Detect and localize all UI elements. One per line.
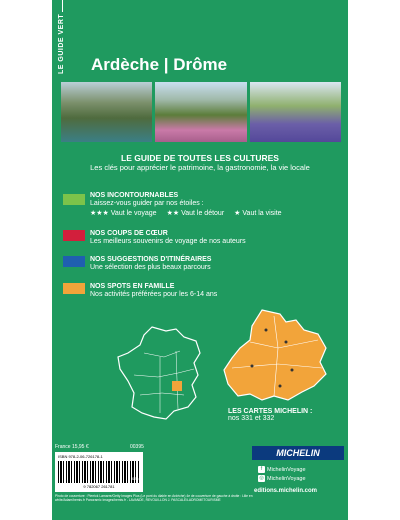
michelin-maps-ref xyxy=(228,408,312,422)
star-rating-1: ★ Vaut la visite xyxy=(234,210,282,217)
website-link[interactable]: editions.michelin.com xyxy=(254,488,318,494)
star-rating-2: ★★ Vaut le détour xyxy=(166,210,225,217)
section-title: NOS SUGGESTIONS D'ITINÉRAIRES xyxy=(90,256,212,263)
section-itineraires xyxy=(90,256,340,271)
section-title: NOS INCONTOURNABLES xyxy=(90,192,179,199)
section-famille xyxy=(90,283,340,298)
maps-numbers: nos 331 et 332 xyxy=(228,415,275,422)
spine-line xyxy=(62,0,63,12)
facebook-icon: f xyxy=(258,466,265,473)
michelin-logo xyxy=(252,446,344,460)
section-bar-green xyxy=(63,194,85,205)
michelin-wordmark: MICHELIN xyxy=(276,448,320,458)
headline-main: LE GUIDE DE TOUTES LES CULTURES xyxy=(121,153,279,163)
photo-gorge xyxy=(61,82,152,142)
headline-sub: Les clés pour apprécier le patrimoine, la gastronomie, la vie locale xyxy=(90,163,310,172)
instagram-icon: ◎ xyxy=(259,474,264,481)
social-links xyxy=(258,466,306,484)
section-desc: Les meilleurs souvenirs de voyage de nos auteurs xyxy=(90,238,246,245)
region-map xyxy=(222,308,332,403)
section-coups-de-coeur xyxy=(90,230,340,245)
social-instagram[interactable]: ◎ MichelinVoyage xyxy=(259,474,306,482)
barcode-block xyxy=(55,452,143,492)
star-legend xyxy=(90,209,340,217)
photo-strip xyxy=(61,82,341,142)
spine-label: LE GUIDE VERT xyxy=(58,13,65,74)
photo-lavender xyxy=(250,82,341,142)
guide-title: Ardèche | Drôme xyxy=(91,55,228,74)
social-facebook[interactable]: f MichelinVoyage xyxy=(258,466,306,475)
photo-meadow xyxy=(155,82,246,142)
barcode-number: 9 782067 261781 xyxy=(83,484,115,489)
france-map xyxy=(114,323,214,423)
star-rating-3: ★★★ Vaut le voyage xyxy=(90,210,157,217)
section-bar-blue xyxy=(63,256,85,267)
section-bar-orange xyxy=(63,283,85,294)
section-desc: Laissez-vous guider par nos étoiles : xyxy=(90,200,204,207)
barcode-icon xyxy=(58,461,140,483)
back-cover xyxy=(52,0,348,520)
isbn: ISBN 978-2-06-726178-1 xyxy=(58,454,103,459)
region-highlight xyxy=(172,381,182,391)
section-desc: Une sélection des plus beaux parcours xyxy=(90,264,211,271)
price: France 15,95 € xyxy=(55,444,89,450)
product-code: 00395 xyxy=(130,444,144,450)
section-desc: Nos activités préférées pour les 6-14 ans xyxy=(90,291,218,298)
section-bar-red xyxy=(63,230,85,241)
photo-credits: Photo de couverture : Pierrick Lamarre/Getty Images Plus (Le pont du diable en Ardèche) 4e de couverture de gauche à droite : Lilie en white/Adam/hemis.fr Panoramic Images/hemis.fr - LAVANDE, REVOUILLON J. PASCALE/LADROMETOURISME xyxy=(55,494,253,503)
maps-title: LES CARTES MICHELIN : xyxy=(228,408,313,415)
section-title: NOS COUPS DE CŒUR xyxy=(90,230,168,237)
section-incontournables xyxy=(90,192,340,217)
small-code: 07100 xyxy=(132,476,144,481)
section-title: NOS SPOTS EN FAMILLE xyxy=(90,283,175,290)
